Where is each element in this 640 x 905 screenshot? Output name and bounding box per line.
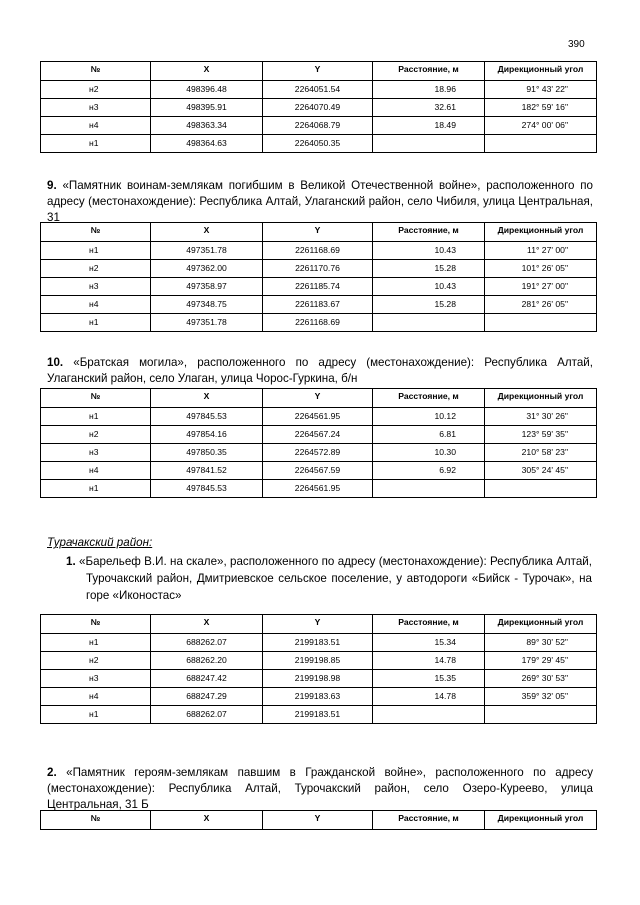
x-coordinate-cell: 688247.29 (151, 688, 263, 706)
direction-angle-cell (485, 706, 597, 724)
direction-angle-cell (485, 314, 597, 332)
distance-cell: 10.30 (373, 444, 485, 462)
table-row (41, 408, 597, 426)
header-num: № (41, 811, 151, 830)
item-10-paragraph (47, 355, 593, 387)
item-9-number: 9. (47, 179, 57, 192)
header-direction: Дирекционный угол (485, 223, 597, 242)
x-coordinate-cell: 688247.42 (151, 670, 263, 688)
distance-cell (373, 480, 485, 498)
y-coordinate-cell: 2264051.54 (263, 81, 373, 99)
header-direction: Дирекционный угол (485, 389, 597, 408)
distance-cell: 10.43 (373, 278, 485, 296)
x-coordinate-cell: 497348.75 (151, 296, 263, 314)
direction-angle-cell: 123° 59' 35" (485, 426, 597, 444)
distance-cell (373, 706, 485, 724)
distance-cell: 15.34 (373, 634, 485, 652)
distance-cell: 6.92 (373, 462, 485, 480)
turochak-item-2-number: 2. (47, 766, 57, 779)
x-coordinate-cell: 688262.07 (151, 634, 263, 652)
distance-cell: 18.96 (373, 81, 485, 99)
table-row (41, 117, 597, 135)
header-y: Y (263, 811, 373, 830)
direction-angle-cell: 11° 27' 00" (485, 242, 597, 260)
header-y: Y (263, 62, 373, 81)
header-x: X (151, 811, 263, 830)
table-row (41, 462, 597, 480)
direction-angle-cell (485, 135, 597, 153)
header-distance: Расстояние, м (373, 811, 485, 830)
y-coordinate-cell: 2199198.85 (263, 652, 373, 670)
point-id-cell: н2 (41, 426, 151, 444)
x-coordinate-cell: 688262.07 (151, 706, 263, 724)
table-row (41, 706, 597, 724)
y-coordinate-cell: 2199183.63 (263, 688, 373, 706)
x-coordinate-cell: 497351.78 (151, 242, 263, 260)
header-y: Y (263, 223, 373, 242)
turochak-item-1-number: 1. (66, 555, 76, 568)
distance-cell: 32.61 (373, 99, 485, 117)
distance-cell: 14.78 (373, 688, 485, 706)
header-distance: Расстояние, м (373, 615, 485, 634)
distance-cell: 18.49 (373, 117, 485, 135)
header-y: Y (263, 389, 373, 408)
point-id-cell: н1 (41, 408, 151, 426)
header-x: X (151, 62, 263, 81)
table-row (41, 426, 597, 444)
x-coordinate-cell: 497845.53 (151, 408, 263, 426)
y-coordinate-cell: 2199183.51 (263, 634, 373, 652)
table-row (41, 652, 597, 670)
y-coordinate-cell: 2264561.95 (263, 408, 373, 426)
x-coordinate-cell: 497850.35 (151, 444, 263, 462)
header-direction: Дирекционный угол (485, 615, 597, 634)
y-coordinate-cell: 2264567.59 (263, 462, 373, 480)
direction-angle-cell: 359° 32' 05" (485, 688, 597, 706)
point-id-cell: н3 (41, 278, 151, 296)
header-y: Y (263, 615, 373, 634)
y-coordinate-cell: 2261185.74 (263, 278, 373, 296)
turochak-item-1-paragraph (66, 553, 592, 604)
distance-cell: 10.12 (373, 408, 485, 426)
x-coordinate-cell: 688262.20 (151, 652, 263, 670)
y-coordinate-cell: 2199183.51 (263, 706, 373, 724)
turochak-item-2-text: «Памятник героям-землякам павшим в Гражданской войне», расположенного по адресу (местонахождение): Республика Алтай, Турочакский район, село Озеро-Куреево, улица Центральная, 31 Б (47, 766, 593, 811)
point-id-cell: н1 (41, 706, 151, 724)
distance-cell: 6.81 (373, 426, 485, 444)
y-coordinate-cell: 2261183.67 (263, 296, 373, 314)
point-id-cell: н4 (41, 117, 151, 135)
x-coordinate-cell: 497362.00 (151, 260, 263, 278)
turochak-item-2-paragraph (47, 765, 593, 813)
point-id-cell: н3 (41, 670, 151, 688)
direction-angle-cell: 101° 26' 05" (485, 260, 597, 278)
y-coordinate-cell: 2264561.95 (263, 480, 373, 498)
direction-angle-cell: 305° 24' 45" (485, 462, 597, 480)
y-coordinate-cell: 2264572.89 (263, 444, 373, 462)
x-coordinate-cell: 498364.63 (151, 135, 263, 153)
direction-angle-cell (485, 480, 597, 498)
table-row (41, 81, 597, 99)
point-id-cell: н1 (41, 314, 151, 332)
point-id-cell: н2 (41, 81, 151, 99)
y-coordinate-cell: 2261168.69 (263, 242, 373, 260)
table-row (41, 634, 597, 652)
direction-angle-cell: 89° 30' 52" (485, 634, 597, 652)
point-id-cell: н1 (41, 480, 151, 498)
direction-angle-cell: 179° 29' 45" (485, 652, 597, 670)
x-coordinate-cell: 497845.53 (151, 480, 263, 498)
distance-cell: 10.43 (373, 242, 485, 260)
distance-cell (373, 135, 485, 153)
table-row (41, 670, 597, 688)
distance-cell: 15.35 (373, 670, 485, 688)
table-row (41, 444, 597, 462)
item-9-text: «Памятник воинам-землякам погибшим в Великой Отечественной войне», расположенного по адресу (местонахождение): Республика Алтай, Улаганский район, село Чибиля, улица Центральная, 31 (47, 179, 593, 224)
point-id-cell: н3 (41, 99, 151, 117)
y-coordinate-cell: 2264050.35 (263, 135, 373, 153)
point-id-cell: н4 (41, 462, 151, 480)
coordinates-table-5 (40, 810, 597, 830)
table-row (41, 135, 597, 153)
x-coordinate-cell: 498395.91 (151, 99, 263, 117)
table-row (41, 480, 597, 498)
point-id-cell: н1 (41, 135, 151, 153)
coordinates-table-3 (40, 388, 597, 498)
direction-angle-cell: 182° 59' 16" (485, 99, 597, 117)
item-10-number: 10. (47, 356, 64, 369)
x-coordinate-cell: 497841.52 (151, 462, 263, 480)
page-number: 390 (568, 39, 585, 50)
distance-cell: 15.28 (373, 260, 485, 278)
distance-cell: 15.28 (373, 296, 485, 314)
distance-cell: 14.78 (373, 652, 485, 670)
header-direction: Дирекционный угол (485, 62, 597, 81)
point-id-cell: н2 (41, 260, 151, 278)
header-distance: Расстояние, м (373, 223, 485, 242)
x-coordinate-cell: 498363.34 (151, 117, 263, 135)
coordinates-table-1 (40, 61, 597, 153)
header-distance: Расстояние, м (373, 389, 485, 408)
table-row (41, 688, 597, 706)
header-num: № (41, 223, 151, 242)
x-coordinate-cell: 497351.78 (151, 314, 263, 332)
coordinates-table-4 (40, 614, 597, 724)
header-num: № (41, 615, 151, 634)
x-coordinate-cell: 497358.97 (151, 278, 263, 296)
header-num: № (41, 389, 151, 408)
x-coordinate-cell: 497854.16 (151, 426, 263, 444)
distance-cell (373, 314, 485, 332)
y-coordinate-cell: 2264070.49 (263, 99, 373, 117)
coordinates-table-2 (40, 222, 597, 332)
header-direction: Дирекционный угол (485, 811, 597, 830)
y-coordinate-cell: 2261168.69 (263, 314, 373, 332)
direction-angle-cell: 210° 58' 23" (485, 444, 597, 462)
y-coordinate-cell: 2264068.79 (263, 117, 373, 135)
item-10-text: «Братская могила», расположенного по адресу (местонахождение): Республика Алтай, Улаганский район, село Улаган, улица Чорос-Гуркина, б/н (47, 356, 593, 385)
y-coordinate-cell: 2199198.98 (263, 670, 373, 688)
direction-angle-cell: 274° 00' 06" (485, 117, 597, 135)
header-x: X (151, 223, 263, 242)
y-coordinate-cell: 2261170.76 (263, 260, 373, 278)
turochak-item-1-text: «Барельеф В.И. на скале», расположенного по адресу (местонахождение): Республика Алтай, Турочакский район, Дмитриевское сельское поселение, у автодороги «Бийск - Турочак», на горе «Иконостас» (79, 555, 592, 602)
header-num: № (41, 62, 151, 81)
point-id-cell: н3 (41, 444, 151, 462)
table-row (41, 260, 597, 278)
direction-angle-cell: 269° 30' 53" (485, 670, 597, 688)
point-id-cell: н4 (41, 688, 151, 706)
header-x: X (151, 389, 263, 408)
item-9-paragraph (47, 178, 593, 226)
direction-angle-cell: 191° 27' 00" (485, 278, 597, 296)
direction-angle-cell: 31° 30' 26" (485, 408, 597, 426)
point-id-cell: н1 (41, 242, 151, 260)
point-id-cell: н1 (41, 634, 151, 652)
table-row (41, 314, 597, 332)
table-row (41, 296, 597, 314)
table-row (41, 242, 597, 260)
x-coordinate-cell: 498396.48 (151, 81, 263, 99)
direction-angle-cell: 281° 26' 05" (485, 296, 597, 314)
table-row (41, 99, 597, 117)
direction-angle-cell: 91° 43' 22" (485, 81, 597, 99)
district-heading: Турачакский район: (47, 536, 153, 549)
header-distance: Расстояние, м (373, 62, 485, 81)
y-coordinate-cell: 2264567.24 (263, 426, 373, 444)
point-id-cell: н4 (41, 296, 151, 314)
table-row (41, 278, 597, 296)
header-x: X (151, 615, 263, 634)
point-id-cell: н2 (41, 652, 151, 670)
